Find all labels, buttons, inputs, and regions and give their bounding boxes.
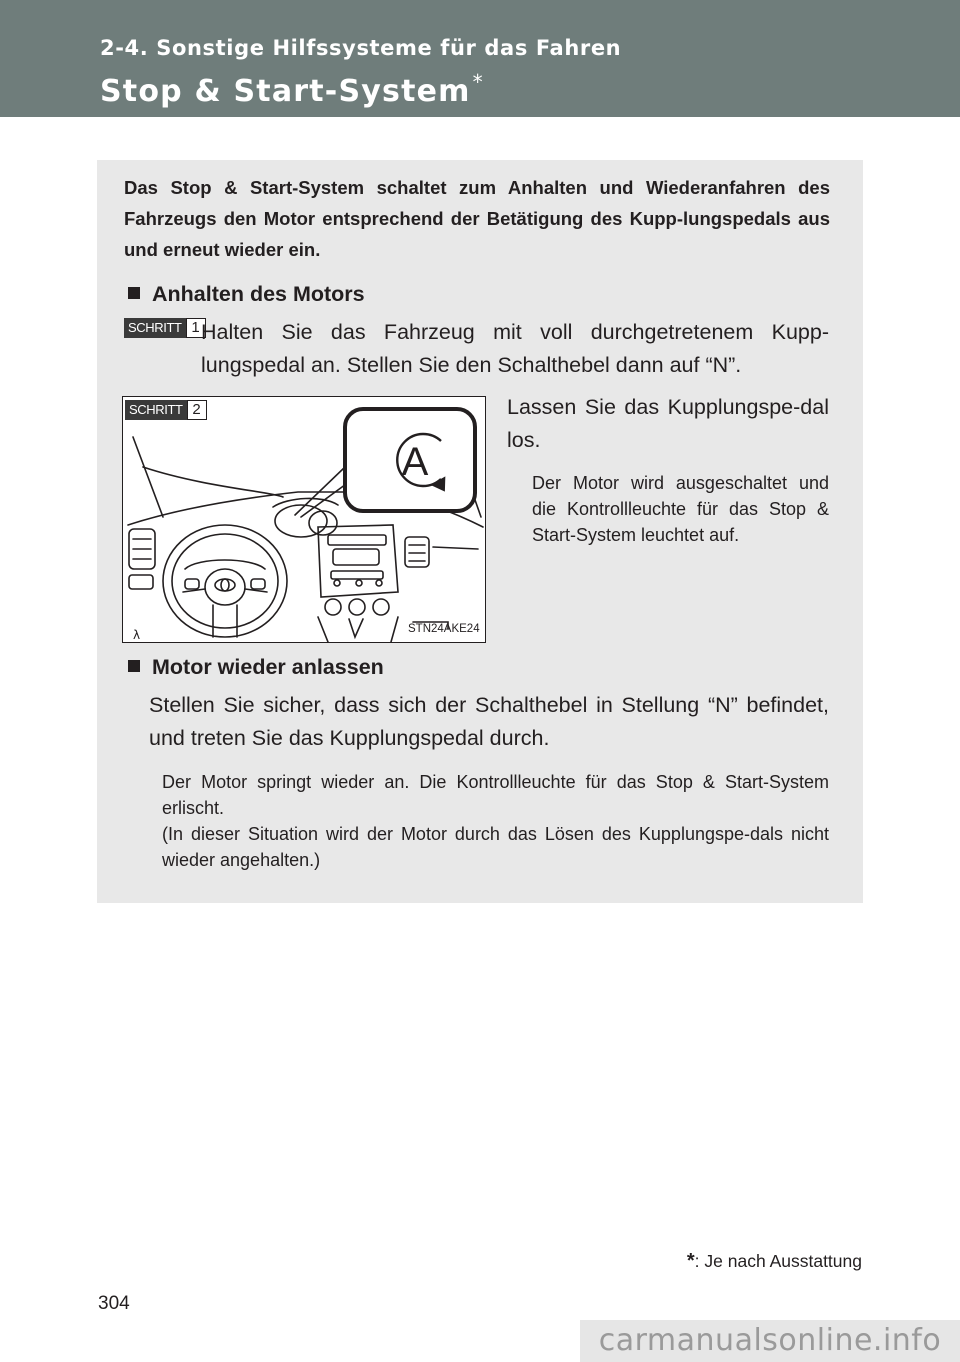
intro-paragraph: Das Stop & Start-System schaltet zum Anhalten und Wiederanfahren des Fahrzeugs den Motor entsprechend der Betätigung des Kupp-lungspedals aus und erneut wieder ein. — [124, 177, 830, 260]
page-title — [100, 70, 484, 109]
dashboard-drawing — [123, 397, 486, 643]
section-label: 2-4. Sonstige Hilfssysteme für das Fahren — [100, 36, 622, 60]
section-heading-stop-text: Anhalten des Motors — [152, 282, 365, 306]
section-heading-restart-text: Motor wieder anlassen — [152, 655, 384, 679]
step-badge-word: SCHRITT — [124, 318, 186, 338]
footnote-text: : Je nach Ausstattung — [694, 1251, 862, 1271]
title-footnote-mark: * — [472, 70, 484, 94]
step-badge-number: 1 — [186, 318, 206, 338]
step-1-text: Halten Sie das Fahrzeug mit voll durchgetretenem Kupp-lungspedal an. Stellen Sie den Schalthebel dann auf “N”. — [201, 320, 829, 377]
figure-id: STN24AKE24 — [408, 623, 480, 635]
section-heading-stop — [128, 282, 365, 307]
step-badge-number: 2 — [187, 400, 207, 420]
restart-note-1: Der Motor springt wieder an. Die Kontrollleuchte für das Stop & Start-System erlischt. — [162, 772, 829, 818]
figure-corner-mark: λ — [133, 628, 141, 642]
step-2-note: Der Motor wird ausgeschaltet und die Kontrollleuchte für das Stop & Start-System leuchtet auf. — [532, 473, 829, 545]
step-badge-2 — [125, 400, 207, 420]
dashboard-illustration — [122, 396, 486, 643]
page-number: 304 — [98, 1293, 130, 1314]
square-bullet-icon — [128, 287, 140, 299]
footnote — [687, 1250, 862, 1273]
restart-note-2: (In dieser Situation wird der Motor durch das Lösen des Kupplungspe-dals nicht wieder angehalten.) — [162, 824, 829, 870]
watermark: carmanualsonline.info — [580, 1320, 960, 1362]
step-badge-1 — [124, 318, 206, 338]
page-title-text: Stop & Start-System — [100, 74, 471, 109]
step-badge-word: SCHRITT — [125, 400, 187, 420]
step-2-text: Lassen Sie das Kupplungspe-dal los. — [507, 395, 829, 452]
page-header — [0, 0, 960, 117]
footnote-mark: * — [686, 1250, 695, 1272]
section-heading-restart — [128, 655, 384, 680]
restart-text: Stellen Sie sicher, dass sich der Schalthebel in Stellung “N” befindet, und treten Sie das Kupplungspedal durch. — [149, 693, 829, 750]
square-bullet-icon — [128, 660, 140, 672]
callout-letter: A — [401, 440, 429, 484]
